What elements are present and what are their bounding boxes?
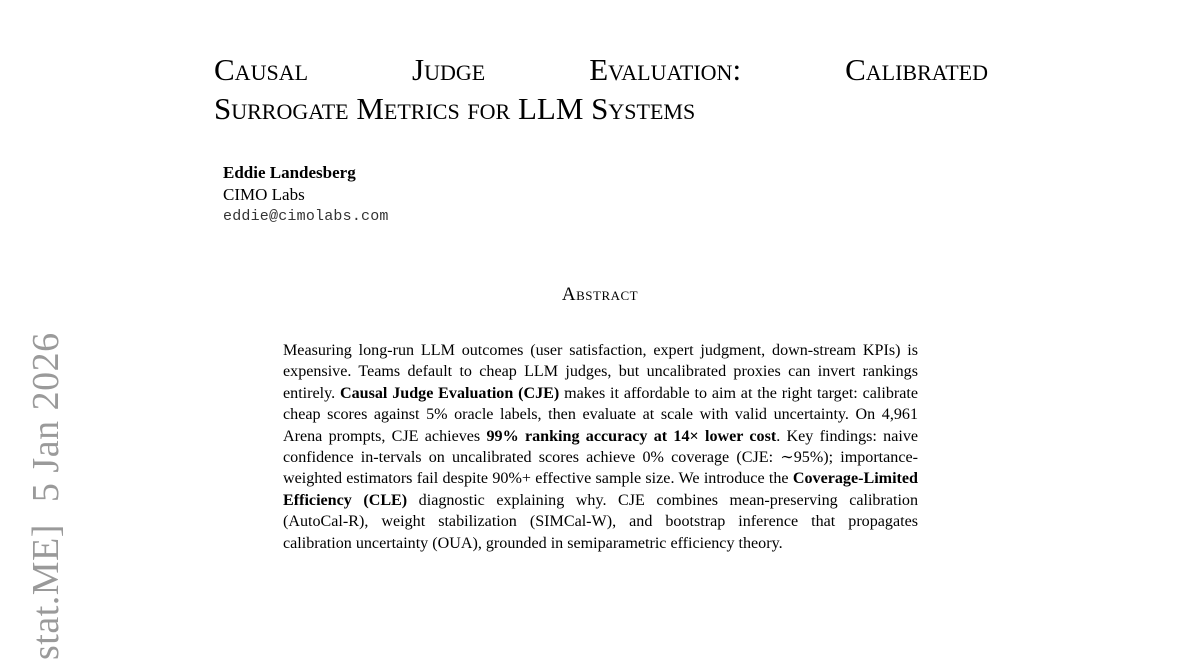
abstract-emphasis: Causal Judge Evaluation (CJE): [339, 384, 560, 402]
abstract-text: makes it affordable to aim at the right target: calibrate cheap scores against 5% oracle labels, then evaluate at scale with valid uncertainty. On 4,961 Arena prompts, CJE achieves: [283, 384, 919, 445]
abstract-heading: Abstract: [561, 284, 639, 305]
abstract-body: [283, 340, 918, 554]
arxiv-category: stat.ME]: [25, 524, 67, 660]
title-word: Calibrated: [845, 52, 988, 87]
title-line-1: [214, 50, 988, 89]
title-word: Causal: [214, 52, 309, 87]
title-word: Judge: [412, 52, 486, 87]
arxiv-side-stamp: [22, 332, 70, 660]
abstract-text: . Key findings: naive confidence in-tervals on uncalibrated scores achieve 0% coverage (CJE: ∼95%); importance-weighted estimators fail despite 90%+ effective sample size. We introduce the: [283, 427, 919, 488]
title-line-2: Surrogate Metrics for LLM Systems: [214, 91, 696, 126]
title-word: Evaluation:: [589, 52, 742, 87]
abstract-text: Measuring long-run LLM outcomes (user satisfaction, expert judgment, down-stream KPIs) is expensive. Teams default to cheap LLM judges, but uncalibrated proxies can invert rankings entirely.: [283, 342, 918, 402]
paper-title: [214, 50, 988, 128]
author-name: Eddie Landesberg: [223, 163, 356, 182]
abstract-emphasis: Coverage-Limited Efficiency (CLE): [283, 470, 918, 509]
abstract-emphasis: 99% ranking accuracy at 14× lower cost: [486, 427, 777, 445]
abstract-text: diagnostic explaining why. CJE combines mean-preserving calibration (AutoCal-R), weight stabilization (SIMCal-W), and bootstrap inference that propagates calibration uncertainty (OUA), grounded in semiparametric efficiency theory.: [283, 491, 919, 552]
author-block: [223, 162, 389, 228]
author-affiliation: CIMO Labs: [223, 185, 305, 204]
author-email: eddie@cimolabs.com: [223, 208, 389, 225]
arxiv-date: 5 Jan 2026: [25, 332, 67, 503]
